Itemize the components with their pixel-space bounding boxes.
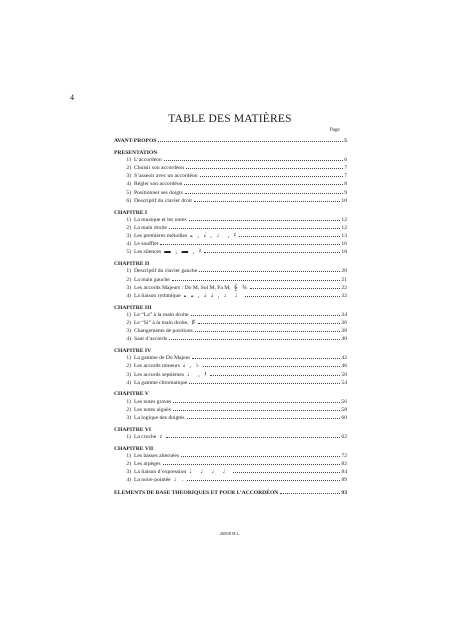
entry-page-number: 32 bbox=[341, 292, 347, 299]
entry-title: Le “La” à la main droite bbox=[134, 311, 189, 318]
dot-leader bbox=[280, 493, 340, 494]
dot-leader bbox=[189, 220, 341, 221]
entry-title: Régler son accordéon bbox=[134, 181, 183, 188]
entry-title: Descriptif du clavier gauche bbox=[134, 268, 198, 275]
toc-entry[interactable] bbox=[114, 216, 347, 224]
entry-page-number: 62 bbox=[341, 433, 347, 440]
dot-leader bbox=[173, 402, 340, 403]
toc-entry[interactable] bbox=[114, 379, 347, 387]
toc-section bbox=[114, 391, 347, 422]
entry-page-number: 82 bbox=[341, 460, 347, 467]
toc-entry[interactable] bbox=[114, 284, 347, 292]
section-heading: CHAPITRE II bbox=[114, 261, 150, 268]
toc-entry[interactable] bbox=[114, 164, 347, 172]
toc-entry[interactable] bbox=[114, 311, 347, 319]
toc-entry[interactable] bbox=[114, 327, 347, 335]
entry-title: S’asseoir avec un accordéon bbox=[134, 173, 198, 180]
entry-number: 2) bbox=[126, 319, 131, 326]
entry-number: 2) bbox=[126, 460, 131, 467]
dot-leader bbox=[186, 168, 343, 169]
dot-leader bbox=[172, 280, 341, 281]
entry-number: 1) bbox=[126, 452, 131, 459]
entry-number: 3) bbox=[126, 233, 131, 240]
entry-page-number: 34 bbox=[341, 311, 347, 318]
dot-leader bbox=[233, 472, 341, 473]
dot-leader bbox=[194, 201, 340, 202]
music-notation-icon: ▬ , ▬ , 𝄽 bbox=[164, 248, 203, 256]
entry-title: La liaison d’expression bbox=[134, 469, 187, 476]
section-heading: CHAPITRE IV bbox=[114, 348, 152, 354]
entry-page-number: 21 bbox=[341, 276, 347, 283]
dot-leader bbox=[239, 236, 340, 237]
toc-entry[interactable] bbox=[114, 267, 347, 275]
entry-number: 1) bbox=[126, 216, 131, 223]
entry-title: La main gauche bbox=[134, 276, 170, 283]
dot-leader bbox=[169, 228, 340, 229]
entry-title: Les premières mélodies bbox=[134, 233, 188, 240]
dot-leader bbox=[250, 288, 340, 289]
toc-bottom-entry bbox=[114, 489, 347, 497]
entry-number: 2) bbox=[126, 165, 131, 172]
entry-title: Les accords septièmes bbox=[134, 371, 185, 378]
page-title: TABLE DES MATIÈRES bbox=[168, 113, 292, 125]
entry-title: La noire pointée bbox=[134, 477, 171, 484]
dot-leader bbox=[166, 437, 340, 438]
entry-number: 1) bbox=[126, 156, 131, 163]
dot-leader bbox=[198, 323, 340, 324]
toc-section bbox=[114, 261, 347, 300]
toc-entry[interactable] bbox=[114, 460, 347, 468]
toc-entry[interactable] bbox=[114, 468, 347, 476]
entry-title: La croche bbox=[134, 433, 157, 440]
entry-number: 1) bbox=[126, 268, 131, 275]
entry-title: La logique des doigtés bbox=[134, 415, 185, 421]
music-notation-icon: 𝄞 ¾ bbox=[233, 283, 249, 291]
toc-entry[interactable] bbox=[114, 335, 347, 343]
toc-entry[interactable] bbox=[114, 292, 347, 300]
entry-page-number: 36 bbox=[341, 319, 347, 326]
entry-number: 4) bbox=[126, 336, 131, 343]
dot-leader bbox=[199, 271, 340, 272]
toc-entry[interactable] bbox=[114, 156, 347, 164]
entry-number: 5) bbox=[126, 189, 131, 196]
toc-entry[interactable] bbox=[114, 414, 347, 422]
toc-entry[interactable] bbox=[114, 362, 347, 370]
dot-leader bbox=[195, 331, 341, 332]
page-column-label: Page bbox=[330, 128, 340, 133]
toc-entry[interactable] bbox=[114, 452, 347, 460]
entry-number: 1) bbox=[126, 311, 131, 318]
dot-leader bbox=[163, 464, 341, 465]
section-heading: CHAPITRE VII bbox=[114, 445, 154, 452]
entry-number: 3) bbox=[126, 328, 131, 335]
music-notation-icon: ♩ ♩ ♩ ♩ bbox=[189, 468, 231, 476]
entry-number: 3) bbox=[126, 469, 131, 476]
entry-title: Les notes aiguës bbox=[134, 406, 171, 413]
entry-page-number: 9 bbox=[344, 189, 347, 196]
toc-entry[interactable] bbox=[114, 398, 347, 406]
entry-page-number: 54 bbox=[341, 379, 347, 386]
toc-page-number: 93 bbox=[341, 490, 347, 496]
dot-leader bbox=[160, 244, 340, 245]
entry-number: 2) bbox=[126, 224, 131, 231]
dot-leader bbox=[189, 383, 340, 384]
toc-section bbox=[114, 427, 347, 441]
entry-page-number: 16 bbox=[341, 241, 347, 248]
dot-leader bbox=[204, 252, 340, 253]
toc-entry[interactable] bbox=[114, 232, 347, 240]
entry-number: 3) bbox=[126, 371, 131, 378]
dot-leader bbox=[187, 418, 341, 419]
toc-entry-avant-propos[interactable] bbox=[114, 137, 347, 145]
music-notation-icon: 𝅝 , 𝅗𝅥 , ♩ , 𝄽 bbox=[190, 232, 238, 240]
entry-title: Les arpèges bbox=[134, 460, 161, 467]
entry-page-number: 46 bbox=[341, 363, 347, 370]
entry-number: 2) bbox=[126, 363, 131, 370]
toc-entry-elements[interactable] bbox=[114, 489, 347, 497]
dot-leader bbox=[185, 193, 343, 194]
entry-page-number: 7 bbox=[344, 165, 347, 172]
entry-number: 4) bbox=[126, 292, 131, 299]
toc-entry[interactable] bbox=[114, 172, 347, 180]
toc-page-number: 5 bbox=[344, 138, 347, 144]
dot-leader bbox=[210, 375, 341, 376]
entry-page-number: 12 bbox=[341, 224, 347, 231]
entry-page-number: 42 bbox=[341, 355, 347, 362]
entry-title: Les basses alternées bbox=[134, 452, 180, 459]
entry-page-number: 38 bbox=[341, 328, 347, 335]
section-heading: CHAPITRE V bbox=[114, 391, 149, 398]
entry-page-number: 13 bbox=[341, 233, 347, 240]
entry-title: La musique et les notes bbox=[134, 216, 187, 223]
toc-entry[interactable] bbox=[114, 248, 347, 256]
music-notation-icon: ♪ bbox=[159, 432, 164, 440]
entry-title: Changements de positions bbox=[134, 328, 193, 335]
dot-leader bbox=[203, 366, 341, 367]
entry-number: 4) bbox=[126, 379, 131, 386]
dot-leader bbox=[164, 160, 343, 161]
entry-number: 2) bbox=[126, 406, 131, 413]
entry-title: Les silences bbox=[134, 249, 162, 256]
toc-entry[interactable] bbox=[114, 224, 347, 232]
entry-title: Saut d’accords bbox=[134, 336, 168, 343]
page-number: 4 bbox=[70, 93, 74, 102]
table-of-contents bbox=[114, 137, 347, 497]
toc-entry[interactable] bbox=[114, 354, 347, 362]
entry-number: 1) bbox=[126, 433, 131, 440]
entry-page-number: 6 bbox=[344, 156, 347, 163]
section-heading: PRESENTATION bbox=[114, 149, 158, 156]
entry-number: 4) bbox=[126, 477, 131, 484]
entry-title: Positionner ses doigts bbox=[134, 189, 183, 196]
entry-page-number: 72 bbox=[341, 452, 347, 459]
entry-title: Les accords mineurs bbox=[134, 363, 180, 370]
entry-title: Le “Si” à la main droite, bbox=[134, 319, 189, 326]
entry-number: 3) bbox=[126, 173, 131, 180]
entry-page-number: 58 bbox=[341, 406, 347, 413]
toc-entry[interactable] bbox=[114, 406, 347, 414]
entry-page-number: 18 bbox=[341, 249, 347, 256]
entry-number: 5) bbox=[126, 249, 131, 256]
entry-title: Descriptif du clavier droit bbox=[134, 197, 192, 204]
entry-page-number: 20 bbox=[341, 268, 347, 275]
entry-title: L’accordéon bbox=[134, 156, 162, 163]
entry-number: 2) bbox=[126, 276, 131, 283]
section-heading: CHAPITRE III bbox=[114, 304, 152, 311]
entry-title: La main droite bbox=[134, 224, 167, 231]
toc-entry-title: ELEMENTS DE BASE THEORIQUES ET POUR L’ACCORDÉON bbox=[114, 490, 279, 496]
entry-number: 1) bbox=[126, 355, 131, 362]
dot-leader bbox=[200, 176, 344, 177]
toc-entry[interactable] bbox=[114, 197, 347, 205]
entry-page-number: 89 bbox=[341, 477, 347, 484]
section-heading: CHAPITRE VI bbox=[114, 426, 152, 433]
entry-title: La liaison rythmique bbox=[134, 292, 181, 299]
toc-section bbox=[114, 210, 347, 257]
toc-entry[interactable] bbox=[114, 371, 347, 379]
dot-leader bbox=[245, 296, 340, 297]
entry-title: La gamme chromatique bbox=[134, 379, 188, 386]
entry-number: 6) bbox=[126, 197, 131, 204]
music-notation-icon: 𝅗𝅥 , ♭ bbox=[182, 362, 201, 370]
toc-entry[interactable] bbox=[114, 189, 347, 197]
entry-number: 3) bbox=[126, 415, 131, 421]
entry-page-number: 12 bbox=[341, 216, 347, 223]
entry-page-number: 22 bbox=[341, 284, 347, 291]
entry-title: La gamme de Do Majeur bbox=[134, 355, 191, 362]
dot-leader bbox=[184, 184, 343, 185]
music-notation-icon: ♩ , 𝄽 bbox=[187, 370, 208, 378]
music-notation-icon: 𝅝 𝅝 , 𝅗𝅥 𝅗𝅥 , ♩ ♩ bbox=[183, 291, 244, 299]
toc-entry[interactable] bbox=[114, 276, 347, 284]
entry-title: Choisir son accordéon bbox=[134, 165, 185, 172]
toc-entry[interactable] bbox=[114, 476, 347, 484]
dot-leader bbox=[191, 315, 341, 316]
entry-title: Le soufflet bbox=[134, 241, 159, 248]
dot-leader bbox=[173, 410, 340, 411]
toc-section bbox=[114, 305, 347, 344]
toc-section bbox=[114, 150, 347, 205]
toc-entry-title: AVANT-PROPOS bbox=[114, 138, 157, 144]
entry-page-number: 50 bbox=[341, 371, 347, 378]
music-notation-icon: ♯ bbox=[191, 318, 197, 326]
entry-page-number: 8 bbox=[344, 181, 347, 188]
entry-number: 1) bbox=[126, 398, 131, 405]
entry-number: 3) bbox=[126, 284, 131, 291]
entry-page-number: 40 bbox=[341, 336, 347, 343]
dot-leader bbox=[169, 339, 340, 340]
dot-leader bbox=[181, 456, 340, 457]
dot-leader bbox=[158, 141, 343, 142]
music-notation-icon: ♩. bbox=[173, 476, 185, 484]
toc-entry[interactable] bbox=[114, 240, 347, 248]
toc-entry[interactable] bbox=[114, 180, 347, 188]
entry-page-number: 56 bbox=[341, 398, 347, 405]
toc-entry[interactable] bbox=[114, 319, 347, 327]
dot-leader bbox=[192, 358, 340, 359]
entry-number: 4) bbox=[126, 181, 131, 188]
toc-top-entry bbox=[114, 137, 347, 145]
footer-code: 26858 H.L. bbox=[219, 531, 241, 536]
entry-page-number: 10 bbox=[341, 197, 347, 204]
entry-number: 4) bbox=[126, 241, 131, 248]
toc-section bbox=[114, 446, 347, 485]
entry-title: Les notes graves bbox=[134, 398, 172, 405]
entry-page-number: 60 bbox=[341, 415, 347, 421]
entry-page-number: 7 bbox=[344, 173, 347, 180]
dot-leader bbox=[187, 480, 341, 481]
section-heading: CHAPITRE I bbox=[114, 209, 148, 216]
toc-entry[interactable] bbox=[114, 433, 347, 441]
entry-title: Les accords Majeurs : Do M, Sol M, Fa M, bbox=[134, 284, 231, 291]
entry-page-number: 84 bbox=[341, 469, 347, 476]
toc-section bbox=[114, 348, 347, 387]
